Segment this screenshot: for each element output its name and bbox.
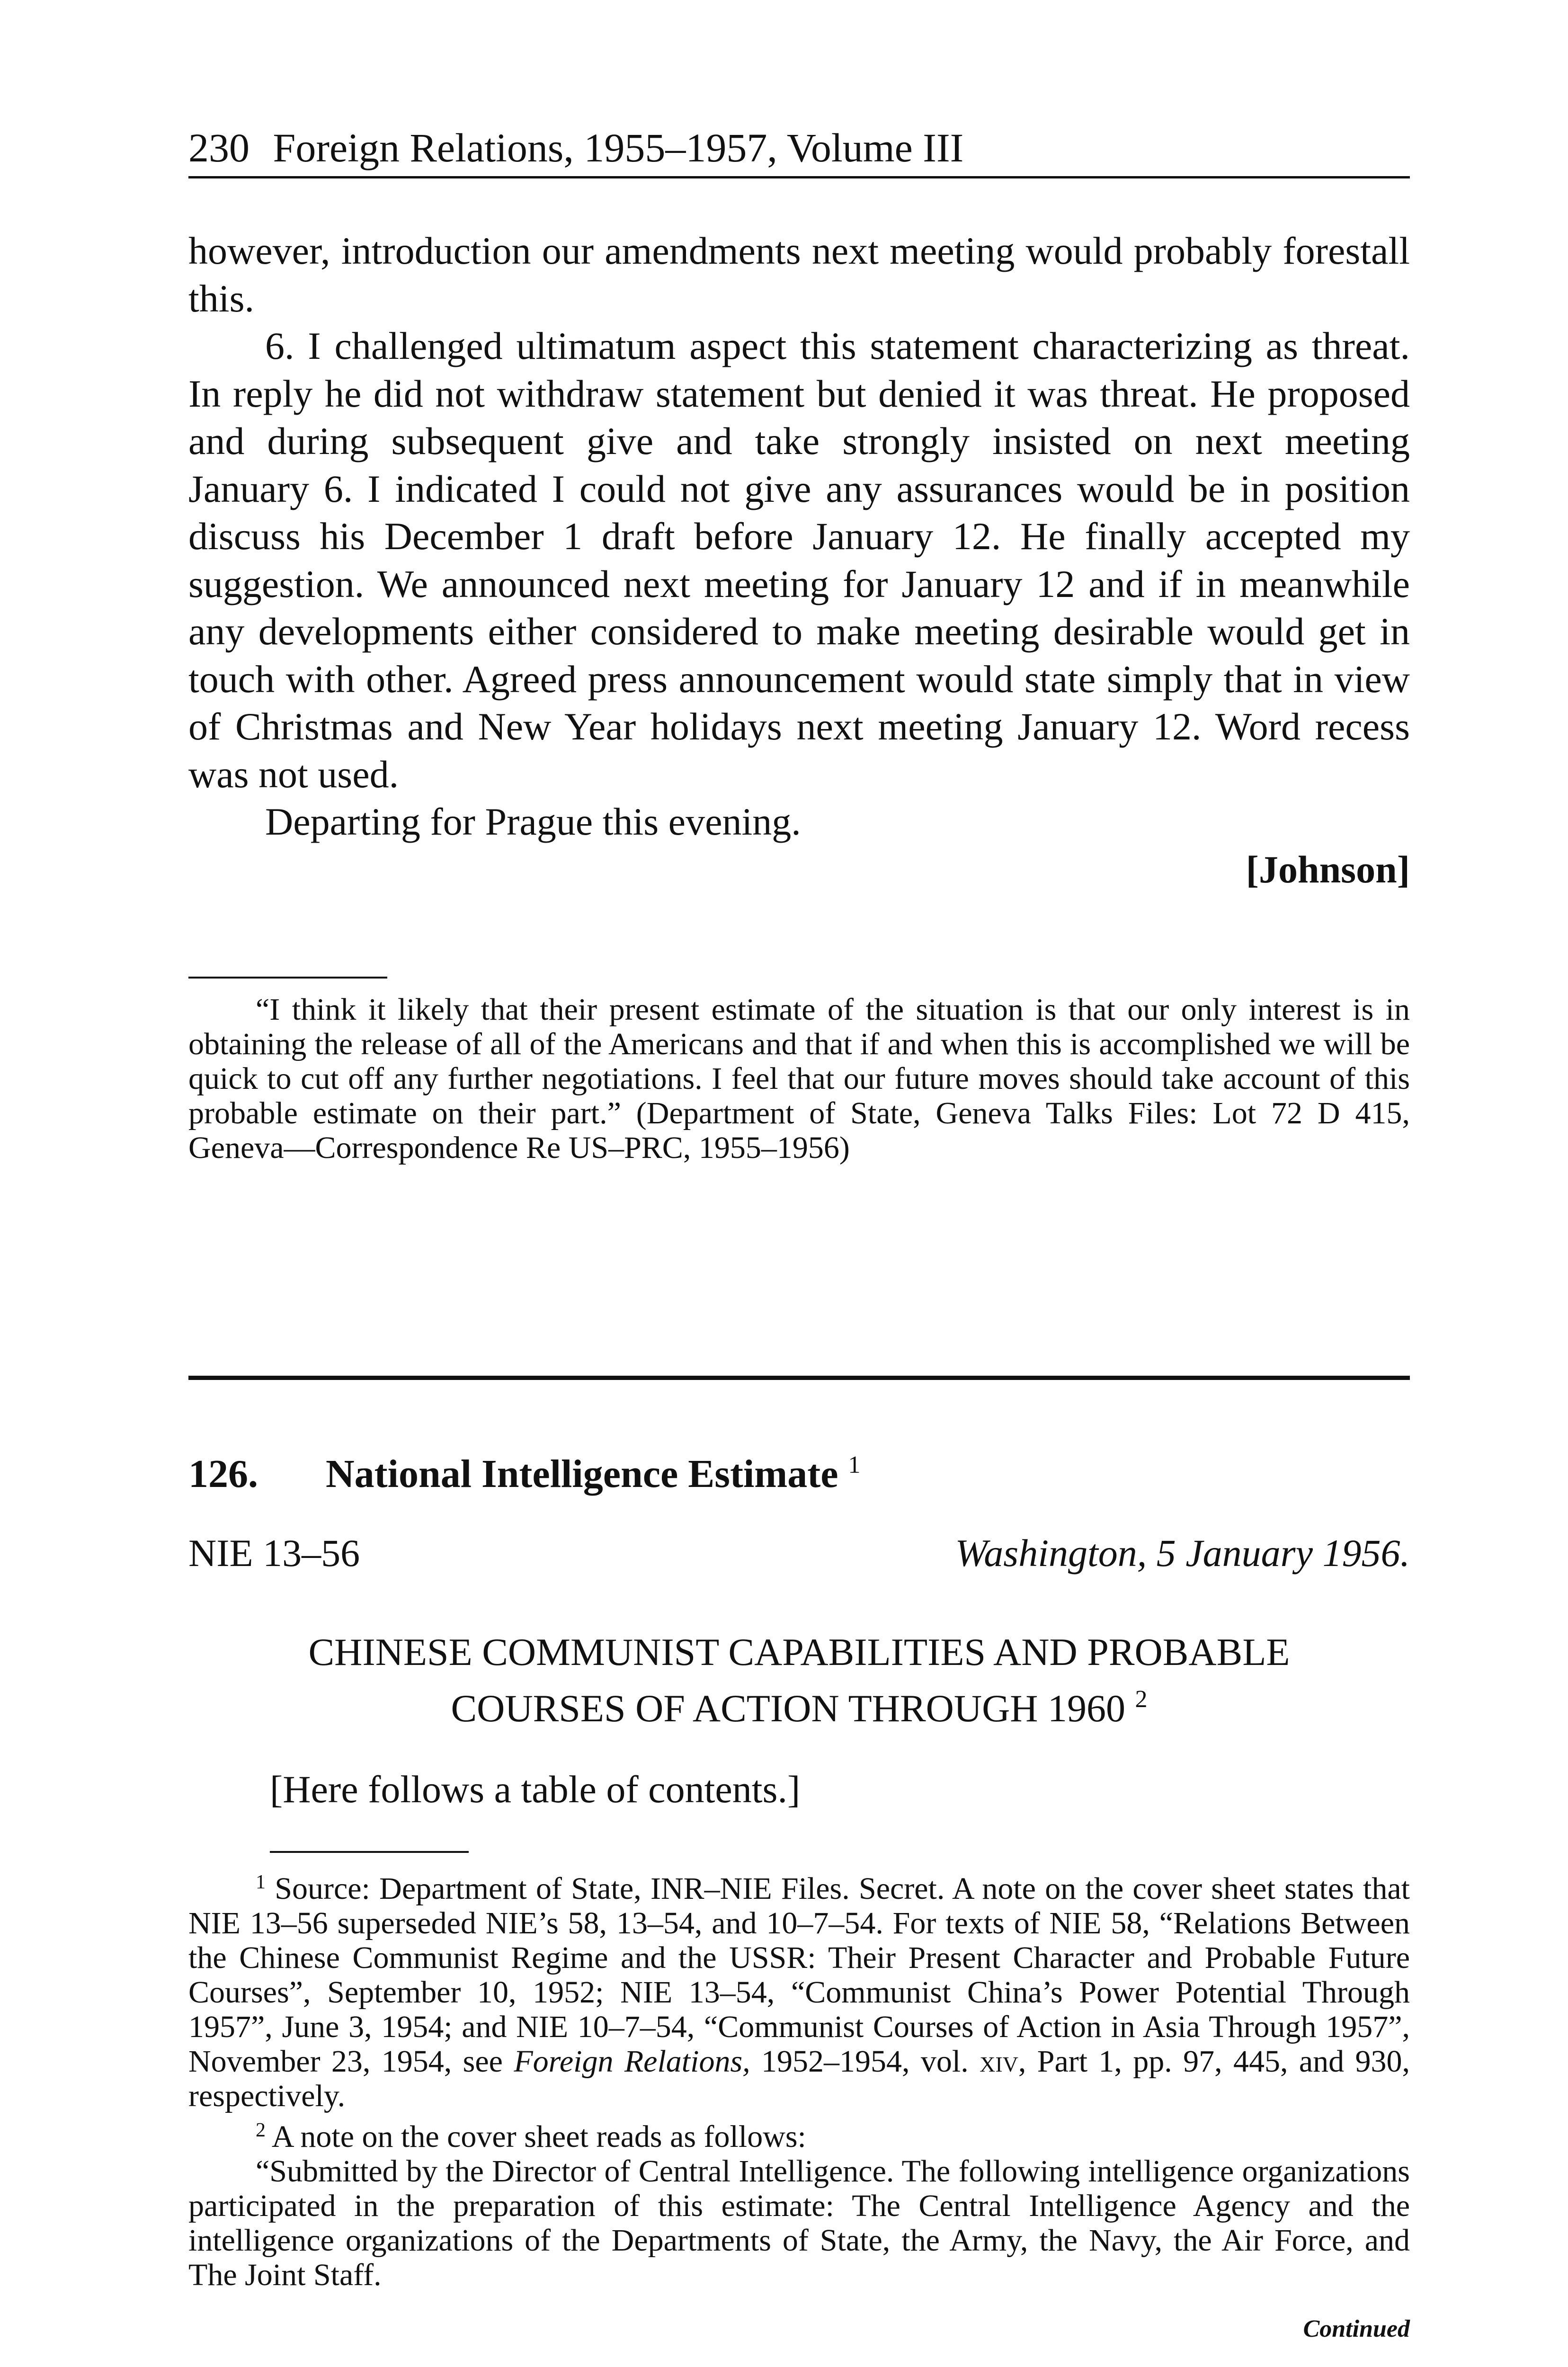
footnote-rule-2 — [270, 1851, 469, 1853]
estimate-title-line-1: CHINESE COMMUNIST CAPABILITIES AND PROBABLE — [308, 1630, 1290, 1673]
footnote-1 — [188, 1865, 1410, 2113]
footnote-ref-1[interactable]: 1 — [848, 1451, 861, 1478]
footnote-2 — [188, 2113, 1410, 2154]
continuation-text — [188, 227, 1410, 893]
previous-footnote — [188, 992, 1410, 1165]
departing-line: Departing for Prague this evening. — [265, 800, 801, 843]
document-number: 126. — [188, 1452, 258, 1496]
signature: [Johnson] — [1246, 847, 1410, 891]
document-title: National Intelligence Estimate — [326, 1452, 838, 1496]
nie-number: NIE 13–56 — [188, 1531, 360, 1575]
footnotes — [188, 1865, 1410, 2292]
footnote-1-vol: xiv — [980, 2044, 1018, 2079]
page-number: 230 — [188, 125, 249, 170]
document-meta — [188, 1527, 1410, 1579]
footnote-1-marker: 1 — [256, 1871, 266, 1893]
estimate-title-line-2: COURSES OF ACTION THROUGH 1960 — [451, 1687, 1126, 1730]
footnote-1-text-3: , Part 1, pp. 97, 445, and 930, respectively. — [188, 2044, 1410, 2113]
continued-label: Continued — [1303, 2315, 1410, 2342]
footnote-rule — [188, 977, 387, 979]
footnote-2-marker: 2 — [256, 2119, 266, 2141]
footnote-ref-2[interactable]: 2 — [1135, 1686, 1148, 1713]
previous-footnote-text: “I think it likely that their present estimate of the situation is that our only interest is in obtaining the release of all of the Americans and that if and when this is accomplished we will be quick to cut off any further negotiations. I feel that our future moves should take account of this probable estimate on their part.” (Department of State, Geneva Talks Files: Lot 72 D 415, Geneva—Correspondence Re US–PRC, 1955–1956) — [188, 992, 1410, 1165]
estimate-title-line-2-wrap — [188, 1676, 1410, 1732]
footnote-1-text-2: 1952–1954, vol. — [761, 2044, 969, 2079]
footnote-1-italic: Foreign Relations, — [514, 2044, 750, 2079]
footnote-2-text: A note on the cover sheet reads as follows: — [271, 2119, 806, 2154]
footnote-2-quote: “Submitted by the Director of Central Intelligence. The following intelligence organizations participated in the preparation of this estimate: The Central Intelligence Agency and the intelligence organizations of the Departments of State, the Army, the Navy, the Air Force, and The Joint Staff. — [188, 2154, 1410, 2292]
running-head — [188, 124, 1410, 178]
document-heading — [188, 1439, 861, 1500]
section-divider — [188, 1376, 1410, 1380]
continuation-line: however, introduction our amendments next meeting would probably forestall this. — [188, 229, 1410, 320]
toc-note: [Here follows a table of contents.] — [270, 1768, 801, 1811]
paragraph-6: 6. I challenged ultimatum aspect this statement characterizing as threat. In reply he did not withdraw statement but denied it was threat. He proposed and during subsequent give and take strongly insisted on next meeting January 6. I indicated I could not give any assurances would be in position discuss his December 1 draft before January 12. He finally accepted my suggestion. We announced next meeting for January 12 and if in meanwhile any developments either considered to make meeting desirable would get in touch with other. Agreed press announcement would state simply that in view of Christmas and New Year holidays next meeting January 12. Word recess was not used. — [188, 324, 1410, 796]
footnote-1-text: Source: Department of State, INR–NIE Files. Secret. A note on the cover sheet states that NIE 13–56 superseded NIE’s 58, 13–54, and 10–7–54. For texts of NIE 58, “Relations Between the Chinese Communist Regime and the USSR: Their Present Character and Probable Future Courses”, September 10, 1952; NIE 13–54, “Communist China’s Power Potential Through 1957”, June 3, 1954; and NIE 10–7–54, “Communist Courses of Action in Asia Through 1957”, November 23, 1954, see — [188, 1871, 1410, 2079]
estimate-title — [188, 1628, 1410, 1732]
volume-title: Foreign Relations, 1955–1957, Volume III — [273, 125, 964, 170]
place-date: Washington, 5 January 1956. — [955, 1531, 1410, 1575]
